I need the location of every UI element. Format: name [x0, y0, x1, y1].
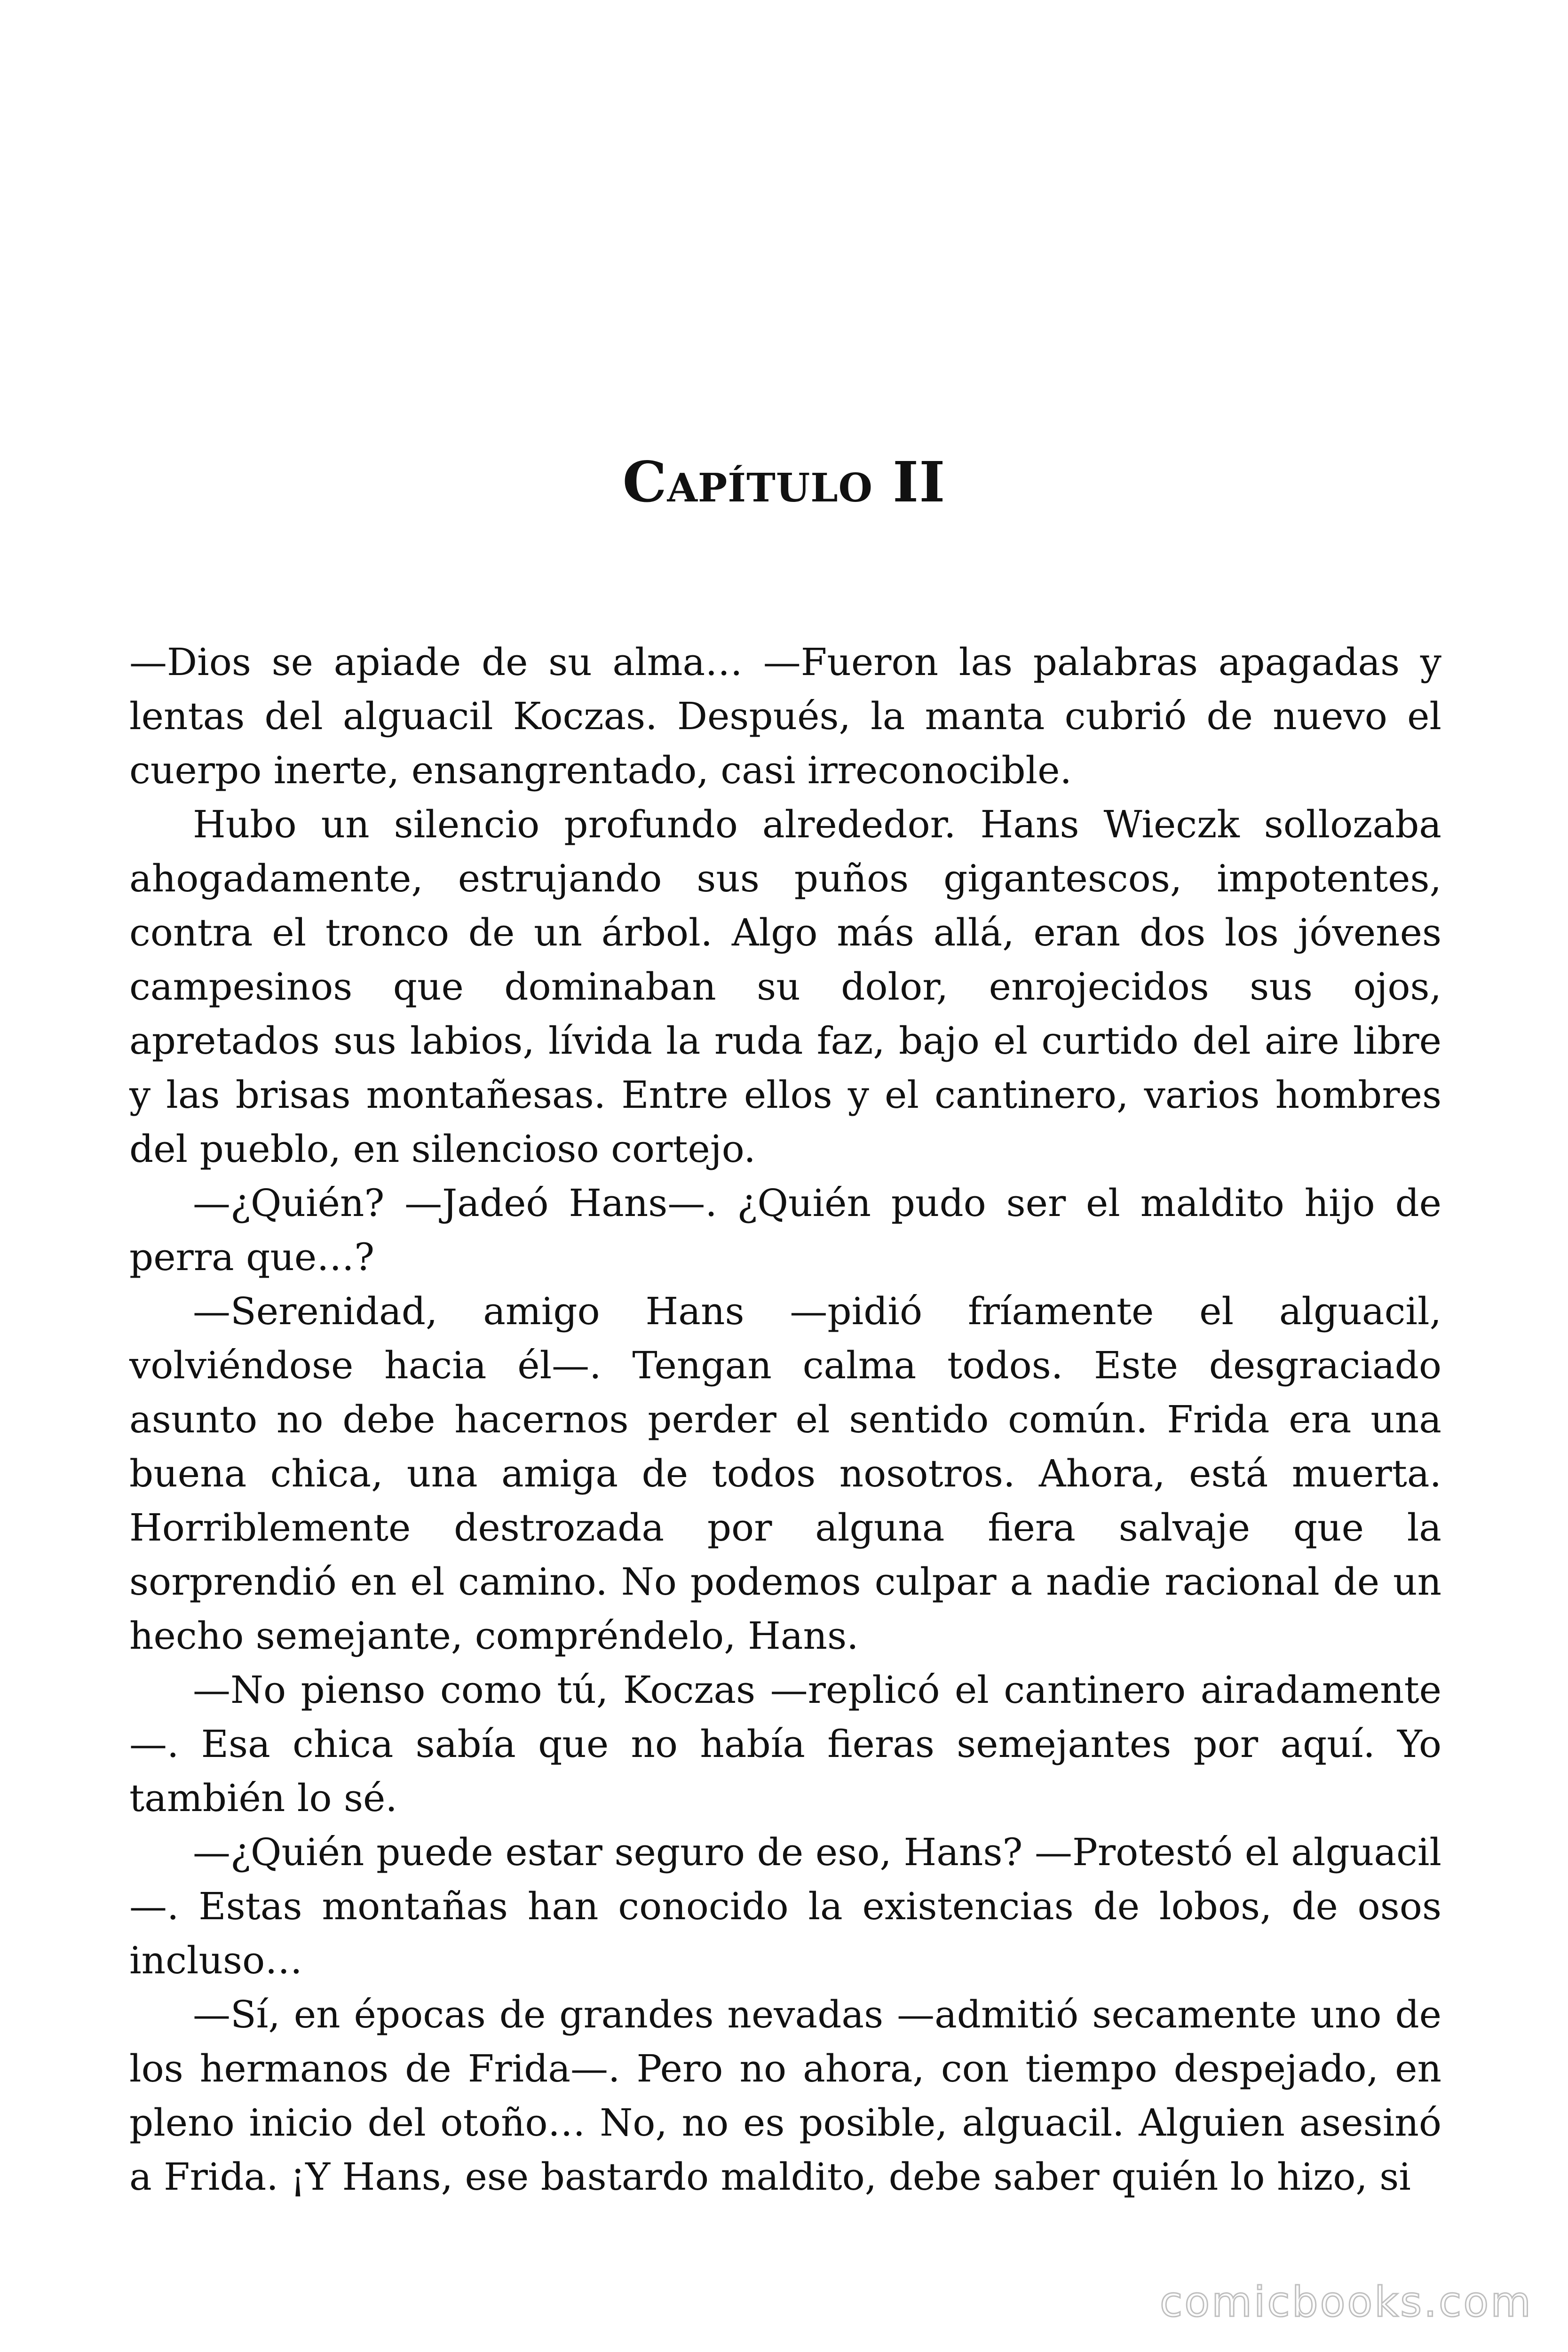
paragraph: —Sí, en épocas de grandes nevadas —admitió secamente uno de los hermanos de Frida—. Pero no ahora, con tiempo despejado, en pleno inicio del otoño… No, no es posible, alguacil. Alguien asesinó a Frida. ¡Y Hans, ese bastardo maldito, debe saber quién lo hizo, si: [129, 1993, 1441, 2199]
watermark: comicbooks.com: [1159, 2278, 1533, 2326]
paragraph: —¿Quién puede estar seguro de eso, Hans? —Protestó el alguacil—. Estas montañas han conocido la existencias de lobos, de osos incluso…: [129, 1830, 1441, 1982]
paragraph: —Dios se apiade de su alma… —Fueron las palabras apagadas y lentas del alguacil Koczas. Después, la manta cubrió de nuevo el cuerpo inerte, ensangrentado, casi irreconocible.: [129, 640, 1441, 792]
paragraph: —No pienso como tú, Koczas —replicó el cantinero airadamente —. Esa chica sabía que no había fieras semejantes por aquí. Yo también lo sé.: [129, 1668, 1441, 1820]
chapter-title: Capítulo II: [622, 449, 946, 515]
paragraph: Hubo un silencio profundo alrededor. Hans Wieczk sollozaba ahogadamente, estrujando sus puños gigantescos, impotentes, contra el tronco de un árbol. Algo más allá, eran dos los jóvenes campesinos que dominaban su dolor, enrojecidos sus ojos, apretados sus labios, lívida la ruda faz, bajo el curtido del aire libre y las brisas montañesas. Entre ellos y el cantinero, varios hombres del pueblo, en silencioso cortejo.: [129, 803, 1441, 1171]
chapter-body: [129, 635, 1441, 2204]
paragraph: —Serenidad, amigo Hans —pidió fríamente el alguacil, volviéndose hacia él—. Tengan calma todos. Este desgraciado asunto no debe hacernos perder el sentido común. Frida era una buena chica, una amiga de todos nosotros. Ahora, está muerta. Horriblemente destrozada por alguna fiera salvaje que la sorprendió en el camino. No podemos culpar a nadie racional de un hecho semejante, compréndelo, Hans.: [129, 1289, 1441, 1658]
paragraph: —¿Quién? —Jadeó Hans—. ¿Quién pudo ser el maldito hijo de perra que…?: [129, 1181, 1441, 1279]
